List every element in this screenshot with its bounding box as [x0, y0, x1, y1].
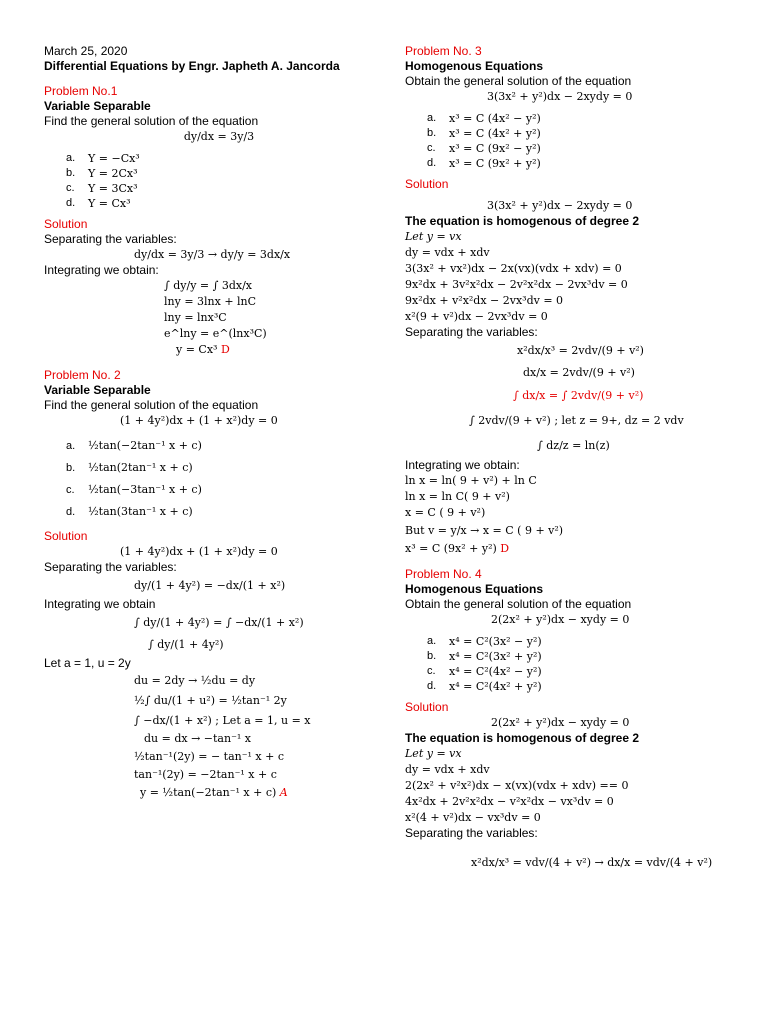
problem-1-equation: dy/dx = 3y/3 — [183, 130, 255, 143]
problem-3-integral: ∫ dx/x = ∫ 2vdv/(9 + v²) — [513, 389, 644, 402]
problem-1-final: y = Cx³ D — [176, 343, 230, 356]
problem-3-solution-label: Solution — [405, 177, 449, 191]
option: b. Y = 2Cx³ — [66, 167, 138, 180]
problem-3-equation-restated: 3(3x² + y²)dx − 2xydy = 0 — [487, 199, 633, 212]
problem-2-integral-y: ∫ dy/(1 + 4y²) — [148, 638, 224, 651]
option: c. ½tan(−3tan⁻¹ x + c) — [66, 483, 202, 496]
problem-1-step-integrate: Integrating we obtain: — [44, 263, 159, 277]
problem-1-line: lny = lnx³C — [164, 311, 227, 324]
problem-2-equation: (1 + 4y²)dx + (1 + x²)dy = 0 — [120, 414, 278, 427]
option: a. x⁴ = C²(3x² − y²) — [427, 635, 542, 648]
problem-3-step: 3(3x² + vx²)dx − 2x(vx)(vdx + xdv) = 0 — [405, 262, 622, 275]
problem-2-equation-restated: (1 + 4y²)dx + (1 + x²)dy = 0 — [120, 545, 278, 558]
problem-4-step: 2(2x² + v²x²)dx − x(vx)(vdx + xdv) == 0 — [405, 779, 629, 792]
problem-4-degree: The equation is homogenous of degree 2 — [405, 731, 640, 745]
problem-3-answer: D — [500, 542, 510, 555]
problem-1-heading: Problem No.1 — [44, 84, 118, 98]
problem-2-line: tan⁻¹(2y) = −2tan⁻¹ x + c — [134, 768, 277, 781]
problem-3-degree: The equation is homogenous of degree 2 — [405, 214, 640, 228]
problem-4-options — [405, 634, 735, 694]
right-column — [405, 44, 735, 875]
problem-1-options — [44, 151, 394, 211]
problem-4-equation: 2(2x² + y²)dx − xydy = 0 — [491, 613, 630, 626]
problem-4-topic: Homogenous Equations — [405, 582, 543, 596]
option: c. x³ = C (9x² − y²) — [427, 142, 541, 155]
problem-4-step-separate: Separating the variables: — [405, 826, 538, 840]
problem-1-separated-eq: dy/dx = 3y/3 → dy/y = 3dx/x — [134, 248, 291, 261]
problem-3-options — [405, 111, 735, 171]
option: d. ½tan(3tan⁻¹ x + c) — [66, 505, 193, 518]
option: d. x⁴ = C²(4x² + y²) — [427, 680, 542, 693]
problem-4-prompt: Obtain the general solution of the equation — [405, 597, 632, 611]
problem-2-separated-eq: dy/(1 + 4y²) = −dx/(1 + x²) — [134, 579, 286, 592]
problem-3-equation: 3(3x² + y²)dx − 2xydy = 0 — [487, 90, 633, 103]
problem-3-integrated: ln x = ln( 9 + v²) + ln C — [405, 474, 537, 487]
problem-2-prompt: Find the general solution of the equation — [44, 398, 259, 412]
option: b. ½tan(2tan⁻¹ x + c) — [66, 461, 193, 474]
problem-3-fraction: dx/x = 2vdv/(9 + v²) — [523, 366, 635, 379]
problem-4-equation-restated: 2(2x² + y²)dx − xydy = 0 — [491, 716, 630, 729]
problem-1-line: lny = 3lnx + lnC — [164, 295, 257, 308]
problem-3-step-separate: Separating the variables: — [405, 325, 538, 339]
problem-3-prompt: Obtain the general solution of the equation — [405, 74, 632, 88]
option: a. ½tan(−2tan⁻¹ x + c) — [66, 439, 202, 452]
problem-2-options — [44, 435, 394, 523]
option: d. Y = Cx³ — [66, 197, 131, 210]
problem-2-solution-label: Solution — [44, 529, 88, 543]
option: d. x³ = C (9x² + y²) — [427, 157, 541, 170]
problem-1-step-separate: Separating the variables: — [44, 232, 177, 246]
problem-4-heading: Problem No. 4 — [405, 567, 482, 581]
problem-1-line: e^lny = e^(lnx³C) — [164, 327, 267, 340]
problem-3-step: dy = vdx + xdv — [405, 246, 490, 259]
problem-3-step: Let y = vx — [405, 230, 462, 243]
course-title: Differential Equations by Engr. Japheth A. Jancorda — [44, 59, 340, 73]
problem-4-step: x²(4 + v²)dx − vx³dv = 0 — [405, 811, 541, 824]
problem-3-topic: Homogenous Equations — [405, 59, 543, 73]
problem-3-integral-z: ∫ dz/z = ln(z) — [537, 439, 610, 452]
problem-2-topic: Variable Separable — [44, 383, 151, 397]
problem-3-integrated: ln x = ln C( 9 + v²) — [405, 490, 510, 503]
problem-2-heading: Problem No. 2 — [44, 368, 121, 382]
option: a. x³ = C (4x² − y²) — [427, 112, 541, 125]
problem-2-du: du = 2dy → ½du = dy — [134, 674, 256, 687]
problem-4-solution-label: Solution — [405, 700, 449, 714]
problem-4-step: dy = vdx + xdv — [405, 763, 490, 776]
problem-3-integral-sub: ∫ 2vdv/(9 + v²) ; let z = 9+, dz = 2 vdv — [469, 414, 684, 427]
option: b. x³ = C (4x² + y²) — [427, 127, 541, 140]
option: c. Y = 3Cx³ — [66, 182, 138, 195]
problem-3-integrated: x = C ( 9 + v²) — [405, 506, 486, 519]
problem-3-step: 9x²dx + 3v²x²dx − 2v²x²dx − 2vx³dv = 0 — [405, 278, 628, 291]
problem-4-fraction: x²dx/x³ = vdv/(4 + v²) → dx/x = vdv/(4 + v²) — [471, 856, 713, 869]
problem-3-final: x³ = C (9x² + y²) D — [405, 542, 510, 555]
option: a. Y = −Cx³ — [66, 152, 140, 165]
problem-1-answer: D — [220, 343, 230, 356]
problem-2-step-integrate: Integrating we obtain — [44, 597, 156, 611]
problem-2-dux: du = dx → −tan⁻¹ x — [144, 732, 251, 745]
problem-1-topic: Variable Separable — [44, 99, 151, 113]
problem-1-integral: ∫ dy/y = ∫ 3dx/x — [164, 279, 252, 292]
problem-3-step: 9x²dx + v²x²dx − 2vx³dv = 0 — [405, 294, 564, 307]
problem-2-step-separate: Separating the variables: — [44, 560, 177, 574]
problem-2-integral-x: ∫ −dx/(1 + x²) ; Let a = 1, u = x — [134, 714, 311, 727]
problem-3-step-integrate: Integrating we obtain: — [405, 458, 520, 472]
problem-2-integral: ∫ dy/(1 + 4y²) = ∫ −dx/(1 + x²) — [134, 616, 304, 629]
problem-1-solution-label: Solution — [44, 217, 88, 231]
problem-3-heading: Problem No. 3 — [405, 44, 482, 58]
problem-2-let: Let a = 1, u = 2y — [44, 656, 131, 670]
problem-4-step: Let y = vx — [405, 747, 462, 760]
left-column — [44, 44, 394, 803]
problem-2-substitution: ½∫ du/(1 + u²) = ½tan⁻¹ 2y — [134, 694, 287, 707]
problem-1-prompt: Find the general solution of the equation — [44, 114, 259, 128]
problem-2-answer: A — [279, 786, 288, 799]
option: b. x⁴ = C²(3x² + y²) — [427, 650, 542, 663]
date: March 25, 2020 — [44, 44, 128, 58]
problem-2-line: ½tan⁻¹(2y) = − tan⁻¹ x + c — [134, 750, 285, 763]
problem-4-step: 4x²dx + 2v²x²dx − v²x²dx − vx³dv = 0 — [405, 795, 614, 808]
problem-3-step: x²(9 + v²)dx − 2vx³dv = 0 — [405, 310, 548, 323]
problem-2-final: y = ½tan(−2tan⁻¹ x + c) A — [140, 786, 288, 799]
problem-3-fraction: x²dx/x³ = 2vdv/(9 + v²) — [517, 344, 644, 357]
option: c. x⁴ = C²(4x² − y²) — [427, 665, 542, 678]
problem-3-integrated: But v = y/x → x = C ( 9 + v²) — [405, 524, 564, 537]
